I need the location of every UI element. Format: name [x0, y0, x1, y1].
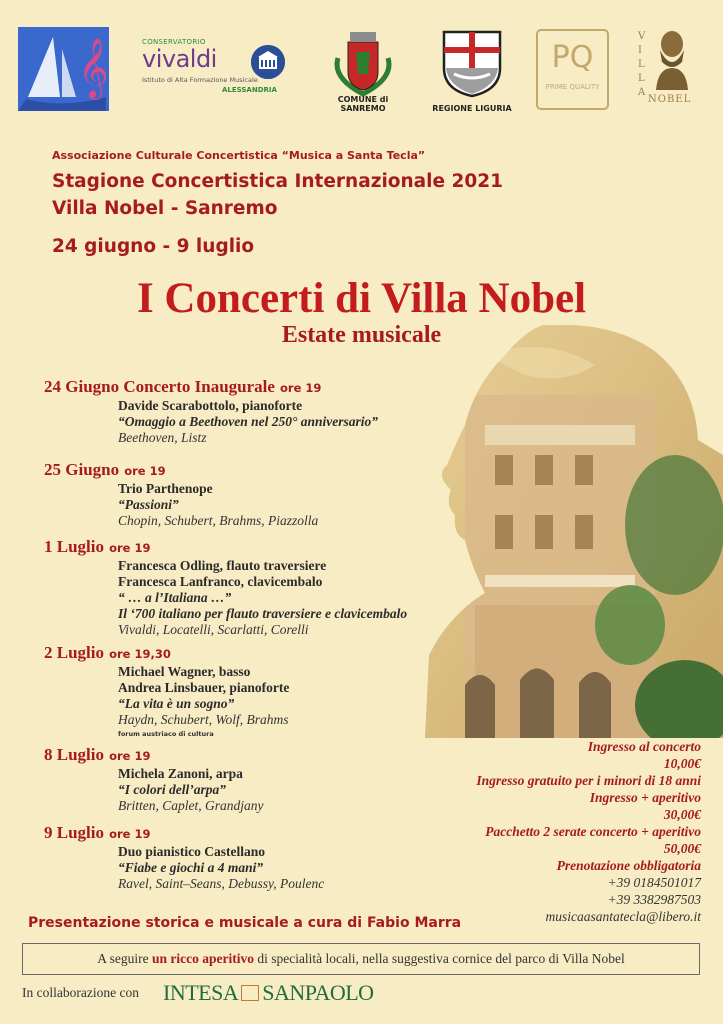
concert-date: 8 Luglio — [44, 745, 104, 764]
phone-2: +39 3382987503 — [607, 892, 701, 907]
concert-date: 25 Giugno — [44, 460, 120, 479]
pacchetto-price: 50,00€ — [663, 841, 701, 856]
ticket-info — [381, 738, 701, 925]
comune-sanremo-logo — [318, 28, 408, 113]
collaboration-label: In collaborazione con — [22, 985, 139, 1000]
regione-liguria-logo — [432, 28, 512, 113]
conservatorio-label: CONSERVATORIO — [142, 38, 206, 46]
concert-performer: Davide Scarabottolo, pianoforte — [118, 398, 303, 413]
comune-crest-icon — [318, 28, 408, 98]
nobel-word: NOBEL — [648, 94, 692, 105]
pq-letters: PQ — [551, 40, 594, 75]
concert-time: ore 19 — [280, 381, 322, 395]
building-icon — [251, 45, 285, 79]
concert-date: 1 Luglio — [44, 537, 104, 556]
concert-performer: Andrea Linsbauer, pianoforte — [118, 680, 290, 695]
phone-1: +39 0184501017 — [607, 875, 701, 890]
pacchetto-label: Pacchetto 2 serate concerto + aperitivo — [485, 824, 701, 839]
concert-item — [44, 460, 494, 529]
regione-shield-icon — [432, 28, 512, 98]
concert-performer: Francesca Odling, flauto traversiere — [118, 558, 327, 573]
conservatorio-name: vivaldi — [142, 45, 217, 73]
nobel-vertical-letters: V I L L A — [638, 31, 646, 98]
aperitivo-label: Ingresso + aperitivo — [589, 790, 701, 805]
intesa-mark-icon — [241, 985, 259, 1001]
association-name: Associazione Culturale Concertistica “Musica a Santa Tecla” — [52, 149, 426, 162]
concert-composers: Britten, Caplet, Grandjany — [118, 798, 264, 813]
email: musicaasantatecla@libero.it — [545, 909, 701, 924]
concert-item — [44, 643, 494, 728]
ingresso-gratuito: Ingresso gratuito per i minori di 18 anni — [476, 773, 701, 788]
concert-time: ore 19 — [109, 827, 151, 841]
aperitivo-post: di specialità locali, nella suggestiva cornice del parco di Villa Nobel — [253, 951, 625, 966]
concert-time: ore 19 — [124, 464, 166, 478]
concert-composers: Ravel, Saint–Seans, Debussy, Poulenc — [118, 876, 325, 891]
sponsor-left: INTESA — [163, 980, 239, 1005]
date-range: 24 giugno - 9 luglio — [52, 236, 255, 257]
concert-program-title: “ … a l’Italiana …” — [118, 590, 232, 605]
concert-program-title: “Fiabe e giochi a 4 mani” — [118, 860, 264, 875]
sponsor-right: SANPAOLO — [262, 980, 374, 1005]
concert-performer: Michela Zanoni, arpa — [118, 766, 243, 781]
aperitivo-highlight: un ricco aperitivo — [151, 951, 254, 966]
conservatorio-subtitle: Istituto di Alta Formazione Musicale — [142, 76, 258, 84]
concert-date: 24 Giugno Concerto Inaugurale — [44, 377, 275, 396]
regione-caption: REGIONE LIGURIA — [432, 104, 512, 113]
prenotazione-label: Prenotazione obbligatoria — [556, 858, 701, 873]
page-title: I Concerti di Villa Nobel — [136, 275, 587, 322]
villa-nobel-logo — [638, 28, 700, 113]
concert-composers: Beethoven, Listz — [118, 430, 207, 445]
concert-date: 9 Luglio — [44, 823, 104, 842]
concert-time: ore 19,30 — [109, 647, 171, 661]
conservatorio-vivaldi-logo — [142, 38, 287, 100]
intesa-sanpaolo-logo — [163, 980, 374, 1006]
aperitivo-notice — [22, 943, 700, 975]
concert-program-title: “Passioni” — [118, 497, 179, 512]
ingresso-label: Ingresso al concerto — [587, 739, 701, 754]
concert-composers: Haydn, Schubert, Wolf, Brahms — [118, 712, 289, 727]
conservatorio-city: ALESSANDRIA — [222, 86, 277, 94]
concert-composers: Chopin, Schubert, Brahms, Piazzolla — [118, 513, 319, 528]
concert-time: ore 19 — [109, 541, 151, 555]
aperitivo-pre: A seguire — [97, 951, 152, 966]
ingresso-price: 10,00€ — [663, 756, 701, 771]
aperitivo-price: 30,00€ — [663, 807, 701, 822]
concert-program-title: “Omaggio a Beethoven nel 250° anniversario” — [118, 414, 379, 429]
presentation-credit: Presentazione storica e musicale a cura di Fabio Marra — [28, 915, 462, 931]
page-subtitle: Estate musicale — [281, 322, 442, 348]
concert-item — [44, 537, 494, 638]
pq-caption: PRIME QUALITY — [545, 83, 600, 91]
concert-performer: Trio Parthenope — [118, 481, 213, 496]
concert-program-title: “La vita è un sogno” — [118, 696, 235, 711]
nobel-bust-icon — [652, 28, 692, 90]
concert-time: ore 19 — [109, 749, 151, 763]
concert-composers: Vivaldi, Locatelli, Scarlatti, Corelli — [118, 622, 309, 637]
concert-performer: Duo pianistico Castellano — [118, 844, 266, 859]
concert-program-title: “I colori dell’arpa” — [118, 782, 226, 797]
concert-performer: Michael Wagner, basso — [118, 664, 251, 679]
concert-program-title: Il ‘700 italiano per flauto traversiere e clavicembalo — [118, 606, 408, 621]
svg-text:𝄞: 𝄞 — [78, 38, 109, 98]
venue: Villa Nobel - Sanremo — [52, 198, 278, 219]
sail-treble-clef-logo — [18, 27, 109, 111]
comune-caption: COMUNE di SANREMO — [337, 95, 389, 113]
prime-quality-logo — [536, 29, 609, 110]
concert-date: 2 Luglio — [44, 643, 104, 662]
season-title: Stagione Concertistica Internazionale 2021 — [52, 171, 503, 192]
logo-row — [0, 0, 723, 125]
forum-austriaco-logo: forum austriaco di cultura — [118, 730, 214, 738]
concert-performer: Francesca Lanfranco, clavicembalo — [118, 574, 323, 589]
concert-item — [44, 377, 494, 446]
